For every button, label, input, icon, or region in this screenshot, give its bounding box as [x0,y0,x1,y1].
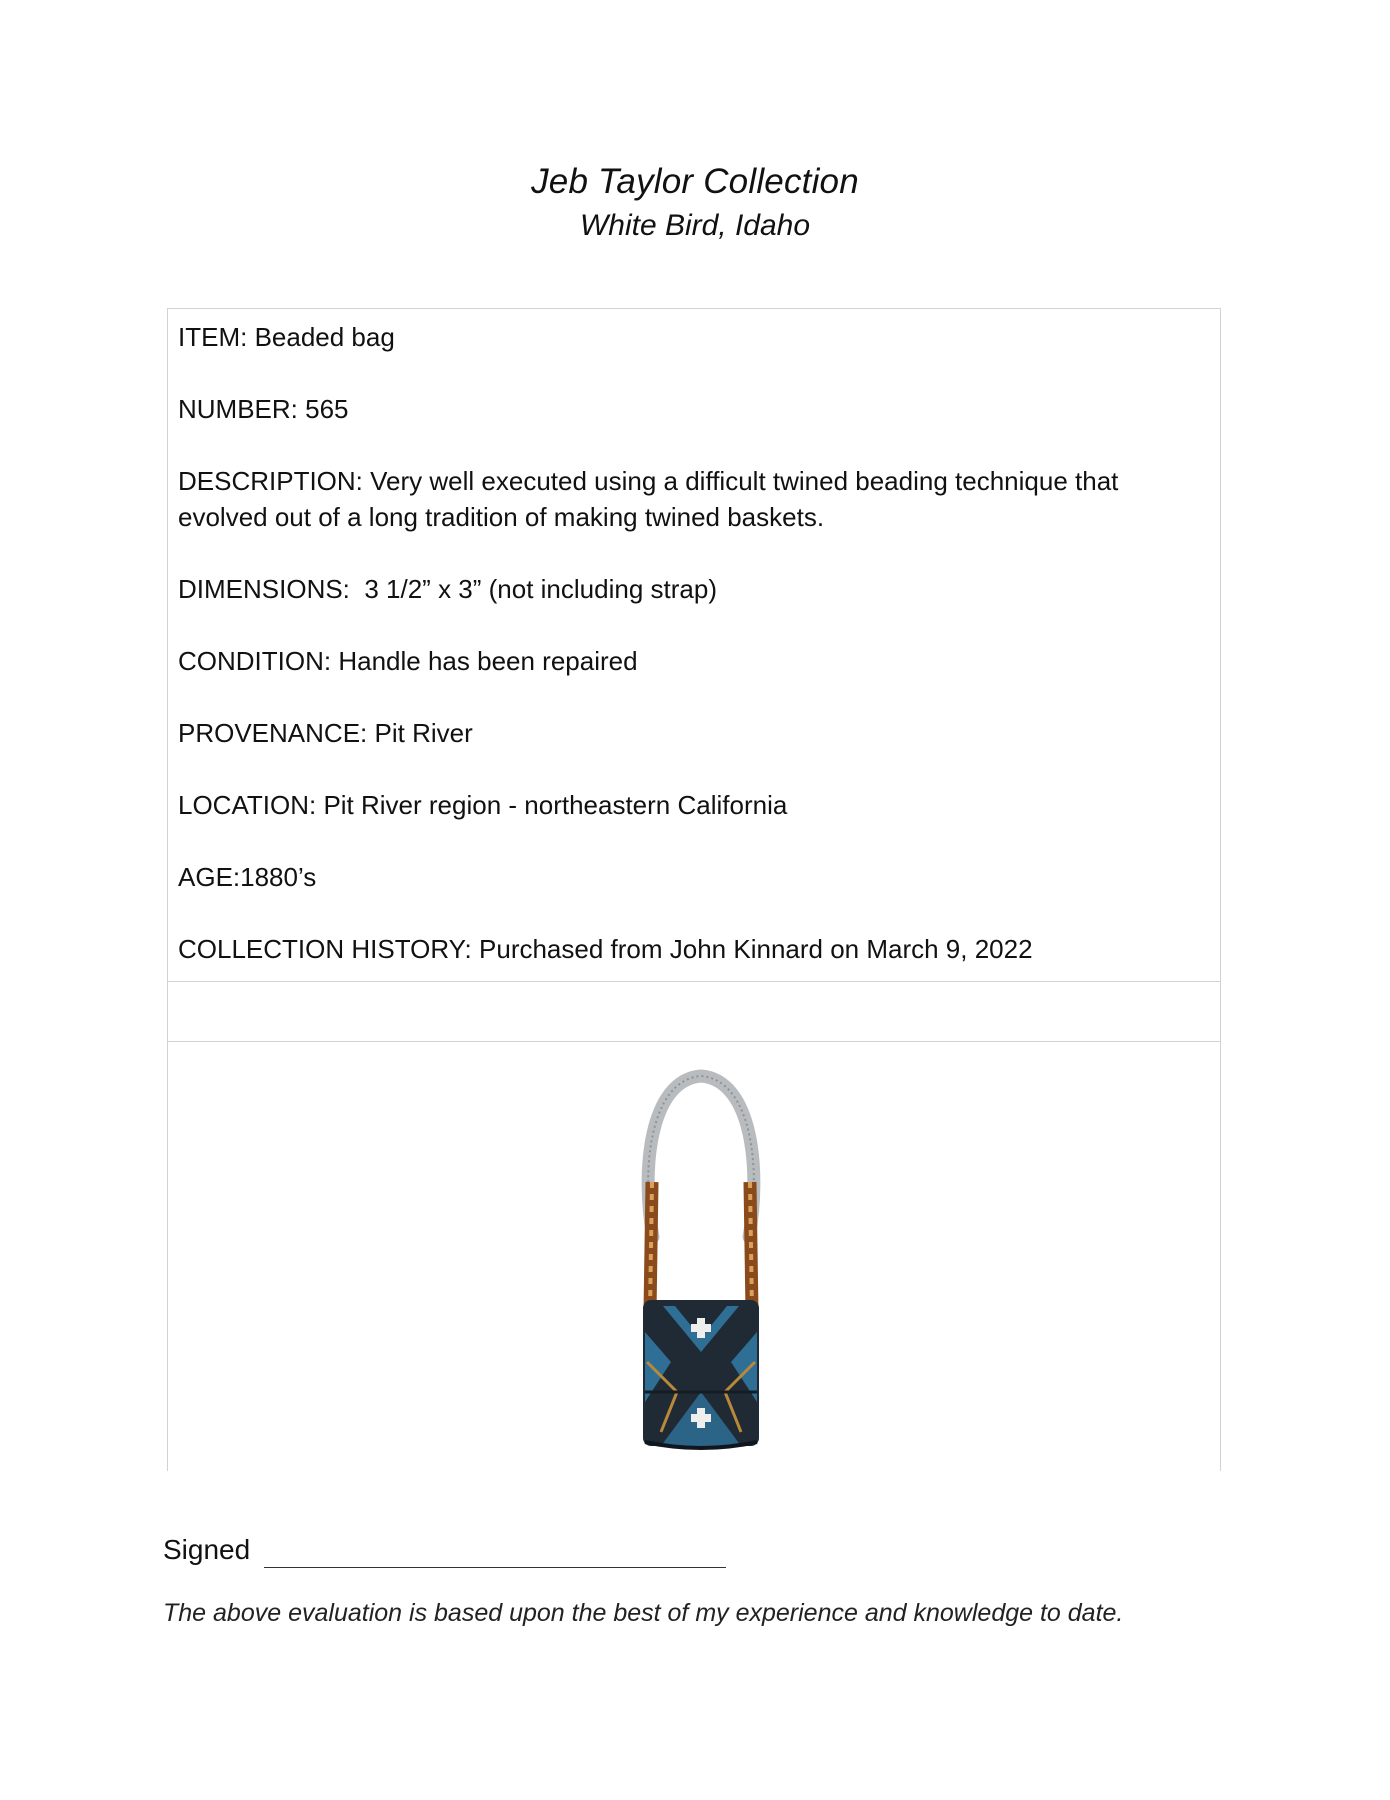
field-provenance [178,715,1210,751]
field-value: Pit River region - northeastern California [323,790,788,820]
field-label: CONDITION: [178,646,339,676]
field-label: DIMENSIONS: [178,574,365,604]
photo-cell [168,1042,1220,1471]
collection-title: Jeb Taylor Collection [531,162,859,201]
field-description [178,463,1210,535]
disclaimer-text: The above evaluation is based upon the best of my experience and knowledge to date. [163,1599,1124,1627]
field-value: Handle has been repaired [338,646,638,676]
signed-label: Signed [163,1534,251,1565]
signature-rule [264,1539,726,1568]
field-value: Purchased from John Kinnard on March 9, 2022 [479,934,1033,964]
field-age [178,859,1210,895]
field-condition [178,643,1210,679]
field-label: PROVENANCE: [178,718,375,748]
field-label: AGE: [178,862,241,892]
field-value: Very well executed using a difficult twined beading technique that evolved out of a long tradition of making twined baskets. [178,466,1126,532]
collection-location: White Bird, Idaho [579,209,811,242]
field-collection-history [178,931,1210,967]
field-number [178,391,1210,427]
field-value: Pit River [374,718,473,748]
fields-cell [168,309,1220,982]
strap-silver-section [648,1076,754,1237]
field-dimensions [178,571,1210,607]
field-value: 565 [305,394,349,424]
field-value: 3 1/2” x 3” (not including strap) [364,574,717,604]
blank-row [168,982,1220,1042]
field-label: NUMBER: [178,394,306,424]
signature-line [163,1532,726,1568]
beaded-bag-photo [631,1062,771,1452]
field-label: COLLECTION HISTORY: [178,934,480,964]
field-label: LOCATION: [178,790,324,820]
field-item [178,319,1210,355]
field-label: DESCRIPTION: [178,466,371,496]
record-table [167,308,1221,1471]
field-value: Beaded bag [254,322,395,352]
field-value: 1880’s [240,862,317,892]
field-label: ITEM: [178,322,255,352]
document-header [0,160,1390,246]
field-location [178,787,1210,823]
